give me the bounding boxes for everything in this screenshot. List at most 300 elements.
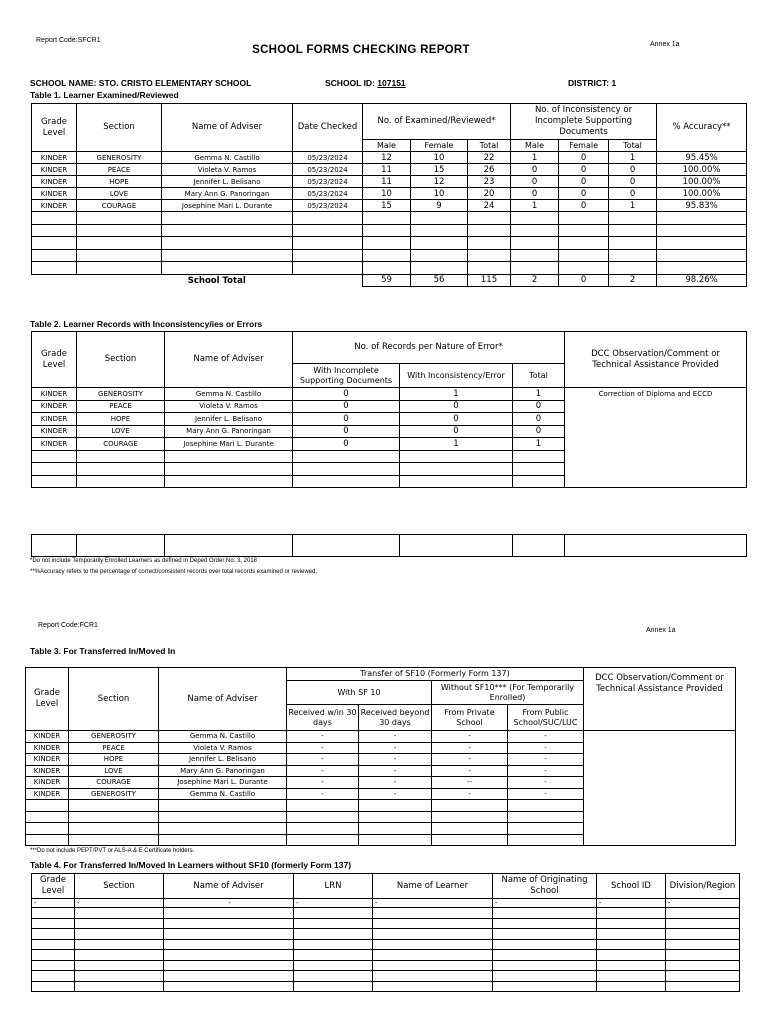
t1-cell-section: COURAGE [77,200,162,212]
t4-cell: - [294,899,373,908]
blank-cell [293,249,363,262]
blank-cell [294,918,373,929]
blank-cell [32,212,77,225]
blank-cell [32,237,77,250]
t3-cell-grade: KINDER [26,765,69,777]
blank-cell [159,834,287,846]
t1-cell-if: 0 [559,188,609,200]
t4-cell: - [373,899,493,908]
t1-cell-et: 24 [468,200,511,212]
t1-cell-acc: 100.00% [657,176,747,188]
t1-cell-section: HOPE [77,176,162,188]
blank-cell [164,939,294,950]
blank-cell [559,212,609,225]
blank-cell [77,237,162,250]
t2-cell-grade: KINDER [32,438,77,451]
blank-row [32,237,747,250]
district: DISTRICT: 1 [568,78,617,88]
t3-cell-d: - [508,788,584,800]
t1-total-label: School Total [32,274,363,286]
t3-cell-b: - [359,777,432,789]
blank-cell [359,823,432,835]
blank-cell [293,224,363,237]
blank-cell [597,918,666,929]
blank-cell [373,950,493,961]
blank-cell [666,971,740,982]
blank-cell [359,811,432,823]
t3-cell-grade: KINDER [26,777,69,789]
t4-h-learner: Name of Learner [373,874,493,899]
blank-cell [294,960,373,971]
t1-cell-ef: 9 [411,200,468,212]
t1-cell-adviser: Violeta V. Ramos [162,164,293,176]
t3-cell-grade: KINDER [26,788,69,800]
blank-cell [468,212,511,225]
blank-cell [493,971,597,982]
t2-cell-adviser: Mary Ann G. Panoringan [165,425,293,438]
blank-cell [164,960,294,971]
blank-cell [511,262,559,275]
blank-row [32,950,740,961]
blank-cell [162,237,293,250]
blank-cell [559,224,609,237]
t1-total-acc: 98.26% [657,274,747,286]
blank-cell [411,212,468,225]
table4-without-sf10 [31,873,740,992]
blank-cell [493,929,597,940]
blank-cell [657,237,747,250]
blank-cell [559,237,609,250]
t1-h-female: Female [411,140,468,152]
blank-cell [77,249,162,262]
t1-total-em: 59 [363,274,411,286]
blank-cell [165,450,293,463]
blank-cell [400,463,513,476]
t1-cell-em: 15 [363,200,411,212]
blank-cell [597,960,666,971]
t1-cell-et: 23 [468,176,511,188]
t3-cell-section: COURAGE [69,777,159,789]
table3-transferred-in [25,667,736,846]
t3-h-adviser: Name of Adviser [159,668,287,731]
t2-cell-section: COURAGE [77,438,165,451]
t1-cell-date: 05/23/2024 [293,200,363,212]
blank-cell [77,450,165,463]
t1-h-accuracy: % Accuracy** [657,104,747,152]
blank-cell [359,800,432,812]
t1-h-adviser: Name of Adviser [162,104,293,152]
table-row [32,200,747,212]
t2-cell-inc: 0 [293,425,400,438]
blank-cell [32,908,75,919]
t1-h-grade: Grade Level [32,104,77,152]
blank-cell [493,950,597,961]
blank-row [32,262,747,275]
blank-cell [162,224,293,237]
t1-h-total: Total [468,140,511,152]
blank-cell [468,237,511,250]
blank-cell [468,249,511,262]
t1-cell-et: 22 [468,152,511,164]
blank-cell [159,800,287,812]
t1-cell-im: 1 [511,200,559,212]
t4-cell: - [32,899,75,908]
t4-h-schoolid: School ID [597,874,666,899]
blank-cell [32,224,77,237]
t1-cell-ef: 10 [411,188,468,200]
table-row [32,152,747,164]
t2-cell-adviser: Violeta V. Ramos [165,400,293,413]
blank-cell [511,212,559,225]
blank-cell [511,237,559,250]
blank-cell [75,981,164,992]
t4-cell: - [666,899,740,908]
t2-cell-adviser: Jennifer L. Belisano [165,413,293,426]
t1-cell-grade: KINDER [32,188,77,200]
blank-row [32,971,740,982]
t2-cell-tot: 0 [513,400,565,413]
blank-cell [75,939,164,950]
blank-cell [373,908,493,919]
blank-cell [164,950,294,961]
t1-cell-section: LOVE [77,188,162,200]
t1-cell-adviser: Josephine Mari L. Durante [162,200,293,212]
t3-h-with: With SF 10 [287,681,432,705]
t3-cell-adviser: Josephine Mari L. Durante [159,777,287,789]
t3-h-transfer: Transfer of SF10 (Formerly Form 137) [287,668,584,681]
t1-cell-acc: 100.00% [657,188,747,200]
t4-h-lrn: LRN [294,874,373,899]
blank-cell [666,960,740,971]
blank-cell [597,971,666,982]
blank-cell [508,800,584,812]
table2-blank-row [31,534,747,557]
blank-cell [287,800,359,812]
blank-cell [32,981,75,992]
table-row [26,731,736,743]
t1-cell-if: 0 [559,152,609,164]
blank-cell [373,929,493,940]
blank-cell [164,929,294,940]
blank-cell [597,981,666,992]
blank-cell [609,224,657,237]
table4-caption: Table 4. For Transferred In/Moved In Learners without SF10 (formerly Form 137) [30,860,352,870]
t3-h-beyond30: Received beyond 30 days [359,705,432,731]
t1-cell-ef: 15 [411,164,468,176]
annex-label-2: Annex 1a [646,627,676,634]
annex-label: Annex 1a [650,41,680,48]
blank-cell [373,971,493,982]
t1-cell-section: GENEROSITY [77,152,162,164]
t3-cell-a: - [287,731,359,743]
t4-h-origin: Name of Originating School [493,874,597,899]
t1-cell-em: 11 [363,176,411,188]
t1-cell-date: 05/23/2024 [293,188,363,200]
blank-cell [657,224,747,237]
t2-cell-inc: 0 [293,400,400,413]
t1-cell-date: 05/23/2024 [293,176,363,188]
blank-cell [26,823,69,835]
t1-h-total-inc: Total [609,140,657,152]
blank-cell [77,475,165,488]
t2-h-total: Total [513,364,565,388]
t1-cell-date: 05/23/2024 [293,164,363,176]
t3-h-private: From Private School [432,705,508,731]
blank-cell [164,908,294,919]
blank-cell [32,929,75,940]
t1-cell-if: 0 [559,200,609,212]
t2-cell-inc: 0 [293,413,400,426]
t2-cell-adviser: Gemma N. Castillo [165,388,293,401]
t2-h-nature: No. of Records per Nature of Error* [293,332,565,364]
t3-cell-c: - [432,754,508,766]
t2-cell-err: 0 [400,400,513,413]
blank-cell [411,237,468,250]
school-id-label: SCHOOL ID: [325,78,375,88]
blank-cell [69,800,159,812]
t2-cell-section: PEACE [77,400,165,413]
blank-cell [32,971,75,982]
blank-cell [26,800,69,812]
t2-cell-tot: 0 [513,425,565,438]
blank-cell [513,475,565,488]
blank-cell [294,929,373,940]
blank-cell [293,475,400,488]
t1-cell-adviser: Jennifer L. Belisano [162,176,293,188]
blank-cell [432,800,508,812]
t3-cell-c: - [432,788,508,800]
table2-caption: Table 2. Learner Records with Inconsistency/ies or Errors [30,319,263,329]
t1-cell-date: 05/23/2024 [293,152,363,164]
blank-cell [294,950,373,961]
blank-cell [293,450,400,463]
blank-cell [511,224,559,237]
footnote-2: **%Accuracy refers to the percentage of correct/consistent records over total records examined or reviewed. [30,569,318,575]
blank-cell [69,834,159,846]
blank-cell [164,981,294,992]
t1-cell-im: 0 [511,188,559,200]
t3-cell-section: PEACE [69,742,159,754]
t3-cell-d: - [508,765,584,777]
blank-cell [373,939,493,950]
t2-cell-grade: KINDER [32,388,77,401]
blank-cell [493,908,597,919]
blank-cell [513,463,565,476]
blank-row [32,249,747,262]
t1-cell-et: 20 [468,188,511,200]
t2-cell-err: 1 [400,438,513,451]
blank-cell [287,823,359,835]
table-row [32,899,740,908]
blank-cell [411,224,468,237]
t1-h-female-inc: Female [559,140,609,152]
blank-cell [293,463,400,476]
t2-cell-adviser: Josephine Mari L. Durante [165,438,293,451]
t3-cell-adviser: Violeta V. Ramos [159,742,287,754]
t3-cell-section: LOVE [69,765,159,777]
t1-cell-if: 0 [559,176,609,188]
t3-cell-d: - [508,742,584,754]
t1-cell-im: 0 [511,164,559,176]
blank-cell [363,212,411,225]
table1-learners-examined [31,103,747,287]
table3-footnote: ***Do not include PEPT/PVT or ALS-A & E Certificate holders. [30,848,195,854]
blank-cell [666,939,740,950]
t3-cell-c: - [432,731,508,743]
t2-cell-section: HOPE [77,413,165,426]
blank-cell [164,918,294,929]
blank-cell [159,811,287,823]
t3-cell-section: GENEROSITY [69,731,159,743]
blank-cell [69,823,159,835]
t2-cell-err: 1 [400,388,513,401]
t3-cell-d: - [508,731,584,743]
blank-cell [666,918,740,929]
table-row [32,188,747,200]
t1-total-im: 2 [511,274,559,286]
table3-caption: Table 3. For Transferred In/Moved In [30,646,176,656]
blank-cell [432,823,508,835]
t1-cell-if: 0 [559,164,609,176]
blank-cell [493,918,597,929]
t3-cell-b: - [359,731,432,743]
t3-h-section: Section [69,668,159,731]
t2-h-grade: Grade Level [32,332,77,388]
t2-h-adviser: Name of Adviser [165,332,293,388]
t3-cell-grade: KINDER [26,731,69,743]
blank-cell [559,262,609,275]
blank-row [32,224,747,237]
blank-cell [657,212,747,225]
t1-cell-acc: 100.00% [657,164,747,176]
t2-cell-err: 0 [400,425,513,438]
school-id-field [325,78,406,88]
t3-cell-d: - [508,754,584,766]
t1-cell-section: PEACE [77,164,162,176]
t1-cell-ef: 12 [411,176,468,188]
t2-cell-grade: KINDER [32,400,77,413]
t1-total-it: 2 [609,274,657,286]
t2-h-incomplete: With Incomplete Supporting Documents [293,364,400,388]
blank-cell [32,950,75,961]
t3-cell-a: - [287,742,359,754]
blank-cell [609,262,657,275]
blank-cell [293,237,363,250]
t3-cell-b: - [359,788,432,800]
blank-cell [32,463,77,476]
blank-row [32,981,740,992]
t2-cell-inc: 0 [293,438,400,451]
blank-cell [165,463,293,476]
blank-cell [363,224,411,237]
t1-total-et: 115 [468,274,511,286]
blank-cell [162,212,293,225]
blank-cell [75,918,164,929]
school-id-value: 107151 [377,78,406,88]
blank-cell [411,249,468,262]
blank-cell [597,939,666,950]
t4-cell: - [164,899,294,908]
page-title: SCHOOL FORMS CHECKING REPORT [252,44,470,56]
t3-cell-section: GENEROSITY [69,788,159,800]
blank-cell [26,811,69,823]
t3-cell-grade: KINDER [26,754,69,766]
blank-cell [294,971,373,982]
blank-cell [508,834,584,846]
report-code: Report Code:SFCR1 [36,37,101,44]
blank-cell [666,908,740,919]
blank-cell [75,929,164,940]
blank-cell [363,249,411,262]
blank-row [32,908,740,919]
t1-cell-em: 12 [363,152,411,164]
blank-cell [359,834,432,846]
t1-total-if: 0 [559,274,609,286]
blank-cell [363,262,411,275]
t2-cell-section: GENEROSITY [77,388,165,401]
t1-h-date: Date Checked [293,104,363,152]
t1-cell-im: 0 [511,176,559,188]
table-row [32,388,747,401]
blank-cell [26,834,69,846]
blank-cell [493,939,597,950]
t3-h-without: Without SF10*** (For Temporarily Enrolled) [432,681,584,705]
t1-cell-acc: 95.83% [657,200,747,212]
blank-cell [75,908,164,919]
t3-cell-c: -- [432,777,508,789]
t1-cell-grade: KINDER [32,176,77,188]
t3-cell-c: - [432,742,508,754]
blank-cell [609,249,657,262]
t2-cell-tot: 0 [513,413,565,426]
t1-h-section: Section [77,104,162,152]
blank-cell [293,212,363,225]
t3-cell-section: HOPE [69,754,159,766]
t1-cell-im: 1 [511,152,559,164]
t2-cell-inc: 0 [293,388,400,401]
t1-cell-adviser: Mary Ann G. Panoringan [162,188,293,200]
blank-cell [32,475,77,488]
blank-cell [657,262,747,275]
blank-cell [294,939,373,950]
table1-caption: Table 1. Learner Examined/Reviewed [30,90,179,100]
blank-cell [508,811,584,823]
t1-total-ef: 56 [411,274,468,286]
blank-cell [666,981,740,992]
blank-cell [162,249,293,262]
blank-cell [77,224,162,237]
blank-cell [609,212,657,225]
t4-h-division: Division/Region [666,874,740,899]
blank-cell [432,811,508,823]
blank-cell [468,262,511,275]
table-row [32,164,747,176]
t2-h-section: Section [77,332,165,388]
table-row [32,176,747,188]
blank-cell [77,463,165,476]
blank-cell [666,929,740,940]
blank-cell [162,262,293,275]
t3-cell-adviser: Gemma N. Castillo [159,788,287,800]
t3-cell-adviser: Jennifer L. Belisano [159,754,287,766]
blank-cell [559,249,609,262]
school-name: SCHOOL NAME: STO. CRISTO ELEMENTARY SCHOOL [30,78,252,88]
blank-cell [32,939,75,950]
t1-h-male: Male [363,140,411,152]
t1-cell-grade: KINDER [32,164,77,176]
blank-cell [32,918,75,929]
blank-row [32,939,740,950]
